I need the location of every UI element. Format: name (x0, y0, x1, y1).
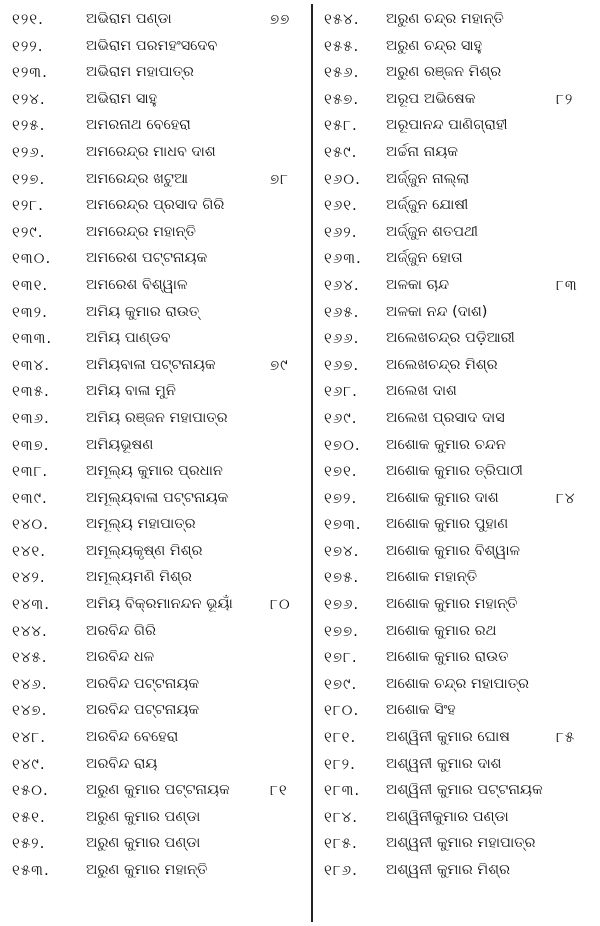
entry-number: ୧୨୮. (12, 196, 44, 215)
page-number: ୮୫ (556, 728, 576, 747)
entry-number: ୧୮୨. (324, 754, 356, 773)
index-entry (316, 777, 600, 804)
entry-number: ୧୮୬. (324, 861, 358, 879)
entry-name: ଅଶୋକ କୁମାର ତ୍ରିପାଠୀ (386, 463, 523, 480)
entry-name: ଅଶ୍ୱିନୀ କୁମାର ଘୋଷ (386, 729, 510, 746)
index-entry (0, 6, 308, 33)
entry-number: ୧୩୭. (12, 435, 50, 454)
entry-number: ୧୨୭. (12, 169, 46, 188)
index-entry (316, 245, 600, 272)
index-entry (316, 538, 600, 565)
entry-number: ୧୫୨. (12, 834, 46, 853)
right-column (316, 6, 600, 884)
entry-name: ଅରବିନ୍ଦ ଗିରି (86, 622, 156, 639)
index-entry (0, 671, 308, 698)
index-entry (316, 166, 600, 193)
entry-number: ୧୮୩. (324, 781, 361, 800)
index-entry (0, 166, 308, 193)
entry-name: ଅରୂପାନନ୍ଦ ପାଣିଗ୍ରାହୀ (386, 117, 508, 134)
index-entry (316, 564, 600, 591)
entry-name: ଅଶୋକ କୁମାର ରାଉତ (386, 649, 509, 666)
index-entry (316, 272, 600, 299)
entry-name: ଅମିୟ ରଞ୍ଜନ ମହାପାତ୍ର (86, 409, 228, 426)
index-entry (0, 86, 308, 113)
entry-name: ଅଭିରାମ ମହାପାତ୍ର (86, 64, 194, 81)
entry-name: ଅମରେନ୍ଦ୍ର ମାଧବ ଦାଶ (86, 143, 216, 160)
entry-number: ୧୫୦. (12, 781, 49, 800)
entry-name: ଅଲେଖଚନ୍ଦ୍ର ମିଶ୍ର (386, 356, 498, 373)
index-entry (316, 405, 600, 432)
entry-name: ଅଶୋକ କୁମାର ବିଶ୍ୱାଳ (386, 542, 520, 559)
entry-number: ୧୨୨. (12, 36, 44, 55)
entry-name: ଅଭିରାମ ପରମହଂସଦେବ (86, 37, 218, 54)
index-entry (0, 804, 308, 831)
index-entry (0, 644, 308, 671)
entry-number: ୧୮୧. (324, 728, 357, 747)
entry-name: ଅଶୋକ ମହାନ୍ତି (386, 569, 478, 586)
index-entry (0, 538, 308, 565)
entry-name: ଅଶୋକ କୁମାର ରଥ (386, 622, 497, 639)
entry-number: ୧୩୯. (12, 488, 48, 507)
entry-name: ଅଭିରାମ ସାହୁ (86, 90, 158, 107)
index-entry (0, 618, 308, 645)
index-entry (316, 6, 600, 33)
index-entry (316, 458, 600, 485)
index-entry (0, 352, 308, 379)
entry-name: ଅମରେନ୍ଦ୍ର ମହାନ୍ତି (86, 223, 197, 240)
entry-number: ୧୭୪. (324, 541, 360, 560)
index-entry (316, 378, 600, 405)
index-entry (0, 325, 308, 352)
entry-name: ଅମରନାଥ ବେହେରା (86, 117, 191, 134)
entry-number: ୧୩୩. (12, 329, 53, 348)
left-column (0, 6, 308, 884)
entry-number: ୧୩୦. (12, 249, 52, 268)
entry-number: ୧୪୨. (12, 568, 46, 587)
entry-name: ଅଶ୍ୱିନୀକୁମାର ପଣ୍ଡା (386, 808, 509, 825)
entry-name: ଅରବିନ୍ଦ ବେହେରା (86, 729, 179, 746)
entry-number: ୧୫୭. (324, 89, 360, 108)
entry-number: ୧୮୪. (324, 807, 359, 826)
entry-name: ଅଶୋକ କୁମାର ମହାନ୍ତି (386, 596, 518, 613)
index-entry (0, 139, 308, 166)
index-entry (316, 299, 600, 326)
entry-number: ୧୩୫. (12, 382, 50, 401)
entry-number: ୧୭୩. (324, 515, 362, 534)
entry-number: ୧୭୯. (324, 674, 358, 693)
entry-number: ୧୬୮. (324, 382, 358, 401)
page-number: ୮୦ (270, 595, 291, 614)
entry-name: ଅଲେଖ ପ୍ରସାଦ ଦାସ (386, 409, 505, 426)
entry-name: ଅର୍ଚ୍ଚନା ନାୟକ (386, 143, 459, 160)
entry-number: ୧୨୪. (12, 89, 46, 108)
entry-number: ୧୩୬. (12, 408, 50, 427)
entry-number: ୧୪୬. (12, 674, 48, 693)
entry-name: ଅଭିରାମ ପଣ୍ଡା (86, 11, 172, 27)
entry-name: ଅମରେଶ ବିଶ୍ୱାଳ (86, 276, 188, 293)
index-entry (316, 644, 600, 671)
entry-name: ଅମିୟ ପାଣ୍ଡବ (86, 330, 171, 347)
entry-name: ଅରୁଣ କୁମାର ପଣ୍ଡା (86, 808, 201, 825)
entry-number: ୧୭୧. (324, 462, 358, 481)
entry-number: ୧୪୦. (12, 515, 50, 534)
index-entry (316, 857, 600, 884)
index-entry (0, 751, 308, 778)
entry-number: ୧୬୧. (324, 196, 358, 215)
index-entry (316, 86, 600, 113)
entry-name: ଅରବିନ୍ଦ ରାୟ (86, 755, 158, 772)
entry-number: ୧୪୩. (12, 595, 50, 614)
entry-name: ଅର୍ଜ୍ଜୁନ ଯୋଷୀ (386, 197, 469, 214)
entry-name: ଅରୁଣ କୁମାର ପଟ୍ଟନାୟକ (86, 782, 230, 799)
entry-number: ୧୪୫. (12, 648, 48, 667)
index-entry (0, 405, 308, 432)
entry-name: ଅର୍ଜ୍ଜୁନ ହୋତା (386, 250, 463, 267)
index-entry (0, 857, 308, 884)
index-entry (0, 777, 308, 804)
index-entry (316, 830, 600, 857)
entry-name: ଅଶୋକ ଚନ୍ଦ୍ର ମହାପାତ୍ର (386, 675, 530, 692)
entry-number: ୧୭୮. (324, 648, 358, 667)
entry-number: ୧୫୮. (324, 116, 358, 135)
entry-number: ୧୫୬. (324, 63, 360, 82)
entry-name: ଅଶୋକ ସିଂହ (386, 702, 456, 719)
index-entry (316, 511, 600, 538)
index-entry (316, 139, 600, 166)
index-entry (316, 59, 600, 86)
entry-name: ଅମୂଲ୍ୟ କୁମାର ପ୍ରଧାନ (86, 463, 223, 480)
entry-number: ୧୩୮. (12, 462, 49, 481)
entry-number: ୧୬୭. (324, 355, 360, 374)
index-entry (0, 591, 308, 618)
index-entry (316, 112, 600, 139)
entry-name: ଅମୂଲ୍ୟମଣି ମିଶ୍ର (86, 569, 192, 586)
entry-number: ୧୨୧. (12, 10, 44, 28)
entry-name: ଅଶୋକ କୁମାର ଚନ୍ଦନ (386, 436, 506, 453)
index-entry (316, 432, 600, 459)
index-entry (0, 511, 308, 538)
entry-number: ୧୩୨. (12, 302, 48, 321)
entry-number: ୧୮୫. (324, 834, 358, 853)
entry-number: ୧୩୧. (12, 275, 49, 294)
index-entry (316, 618, 600, 645)
index-entry (0, 112, 308, 139)
entry-number: ୧୭୭. (324, 621, 359, 640)
entry-number: ୧୬୬. (324, 329, 360, 348)
entry-name: ଅଶ୍ୱନୀ କୁମାର ଦାଶ (386, 755, 502, 772)
entry-name: ଅମରେଶ ପଟ୍ଟନାୟକ (86, 250, 208, 267)
entry-number: ୧୨୯. (12, 222, 44, 241)
entry-name: ଅମିୟଭୂଷଣ (86, 436, 154, 453)
entry-number: ୧୪୭. (12, 701, 48, 720)
entry-number: ୧୪୮. (12, 728, 47, 747)
entry-number: ୧୭୦. (324, 435, 361, 454)
entry-number: ୧୭୬. (324, 595, 360, 614)
entry-name: ଅରବିନ୍ଦ ପଟ୍ଟନାୟକ (86, 675, 200, 692)
index-entry (316, 697, 600, 724)
entry-number: ୧୫୫. (324, 36, 360, 55)
entry-name: ଅମରେନ୍ଦ୍ର ଖଟୁଆ (86, 170, 189, 187)
entry-name: ଅଶୋକ କୁମାର ପୁହାଣ (386, 516, 509, 533)
index-entry (316, 192, 600, 219)
page-number: ୮୨ (556, 89, 574, 108)
entry-name: ଅମୂଲ୍ୟ ମହାପାତ୍ର (86, 516, 196, 533)
entry-number: ୧୬୦. (324, 169, 361, 188)
entry-name: ଅରୁଣ ଚନ୍ଦ୍ର ମହାନ୍ତି (386, 11, 504, 27)
entry-name: ଅରୂପ ଅଭିଷେକ (386, 90, 476, 107)
index-entry (0, 378, 308, 405)
entry-name: ଅଲେଖ ଦାଶ (386, 383, 457, 400)
column-divider (311, 4, 313, 922)
index-entry (316, 751, 600, 778)
entry-number: ୧୩୪. (12, 355, 50, 374)
index-entry (0, 192, 308, 219)
entry-name: ଅମରେନ୍ଦ୍ର ପ୍ରସାଦ ଗିରି (86, 197, 225, 214)
entry-name: ଅର୍ଜ୍ଜୁନ ନାଲ୍ଲା (386, 170, 470, 187)
index-entry (316, 325, 600, 352)
index-entry (316, 485, 600, 512)
entry-number: ୧୬୨. (324, 222, 358, 241)
index-entry (0, 432, 308, 459)
entry-name: ଅଳକା ଚାନ୍ଦ (386, 276, 450, 293)
entry-number: ୧୨୩. (12, 63, 48, 82)
entry-name: ଅଲେଖଚନ୍ଦ୍ର ପଡ଼ିଆରୀ (386, 330, 515, 347)
entry-name: ଅମୂଲ୍ୟବାଳା ପଟ୍ଟନାୟକ (86, 489, 229, 506)
entry-number: ୧୭୫. (324, 568, 360, 587)
entry-number: ୧୫୯. (324, 142, 358, 161)
entry-number: ୧୮୦. (324, 701, 360, 720)
entry-name: ଅଳକା ନନ୍ଦ (ଦାଶ) (386, 303, 488, 320)
entry-number: ୧୭୨. (324, 488, 358, 507)
entry-number: ୧୫୩. (12, 861, 50, 879)
entry-number: ୧୫୧. (12, 807, 46, 826)
entry-name: ଅଶ୍ୱନୀ କୁମାର ମହାପାତ୍ର (386, 835, 536, 852)
index-entry (0, 219, 308, 246)
entry-name: ଅରୁଣ କୁମାର ପଣ୍ଡା (86, 835, 201, 852)
index-entry (0, 245, 308, 272)
entry-number: ୧୬୫. (324, 302, 360, 321)
index-entry (316, 671, 600, 698)
entry-number: ୧୨୫. (12, 116, 46, 135)
index-entry (316, 724, 600, 751)
entry-name: ଅରବିନ୍ଦ ଧଳ (86, 649, 155, 666)
entry-number: ୧୬୩. (324, 249, 362, 268)
entry-name: ଅଶ୍ୱନୀ କୁମାର ମିଶ୍ର (386, 862, 511, 878)
entry-name: ଅମିୟ ବିକ୍ରମାନନ୍ଦନ ଭୂୟାଁ (86, 596, 233, 613)
index-entry (316, 219, 600, 246)
entry-name: ଅରୁଣ ଚନ୍ଦ୍ର ସାହୁ (386, 37, 483, 54)
entry-name: ଅରୁଣ କୁମାର ମହାନ୍ତି (86, 862, 208, 878)
entry-number: ୧୪୧. (12, 541, 47, 560)
entry-name: ଅମିୟ ବାଳା ମୁନି (86, 383, 176, 400)
entry-number: ୧୫୪. (324, 10, 360, 28)
page-number: ୭୯ (270, 355, 289, 374)
index-entry (0, 697, 308, 724)
entry-number: ୧୪୪. (12, 621, 48, 640)
entry-number: ୧୬୪. (324, 275, 360, 294)
entry-number: ୧୨୬. (12, 142, 46, 161)
index-entry (316, 33, 600, 60)
entry-number: ୧୬୯. (324, 408, 358, 427)
index-entry (316, 352, 600, 379)
entry-name: ଅଶ୍ୱିନୀ କୁମାର ପଟ୍ଟନାୟକ (386, 782, 543, 799)
entry-number: ୧୪୯. (12, 754, 46, 773)
index-entry (0, 458, 308, 485)
page-number: ୮୧ (270, 781, 288, 800)
entry-name: ଅର୍ଜ୍ଜୁନ ଶତପଥୀ (386, 223, 479, 240)
page-number: ୮୪ (556, 488, 576, 507)
index-entry (0, 485, 308, 512)
index-entry (0, 830, 308, 857)
index-entry (0, 272, 308, 299)
page-number: ୭୭ (270, 10, 291, 28)
entry-name: ଅମିୟବାଳା ପଟ୍ଟନାୟକ (86, 356, 216, 373)
index-entry (0, 33, 308, 60)
entry-name: ଅରବିନ୍ଦ ପଟ୍ଟନାୟକ (86, 702, 200, 719)
entry-name: ଅମୂଲ୍ୟକୃଷ୍ଣ ମିଶ୍ର (86, 542, 203, 559)
index-entry (0, 724, 308, 751)
index-entry (316, 591, 600, 618)
page-number: ୮୩ (556, 275, 578, 294)
entry-name: ଅରୁଣ ରଞ୍ଜନ ମିଶ୍ର (386, 64, 502, 81)
index-entry (0, 59, 308, 86)
entry-name: ଅଶୋକ କୁମାର ଦାଶ (386, 489, 499, 506)
entry-name: ଅମିୟ କୁମାର ରାଉତ୍ (86, 303, 200, 320)
index-entry (0, 564, 308, 591)
index-entry (0, 299, 308, 326)
page-number: ୭୮ (270, 169, 290, 188)
index-entry (316, 804, 600, 831)
